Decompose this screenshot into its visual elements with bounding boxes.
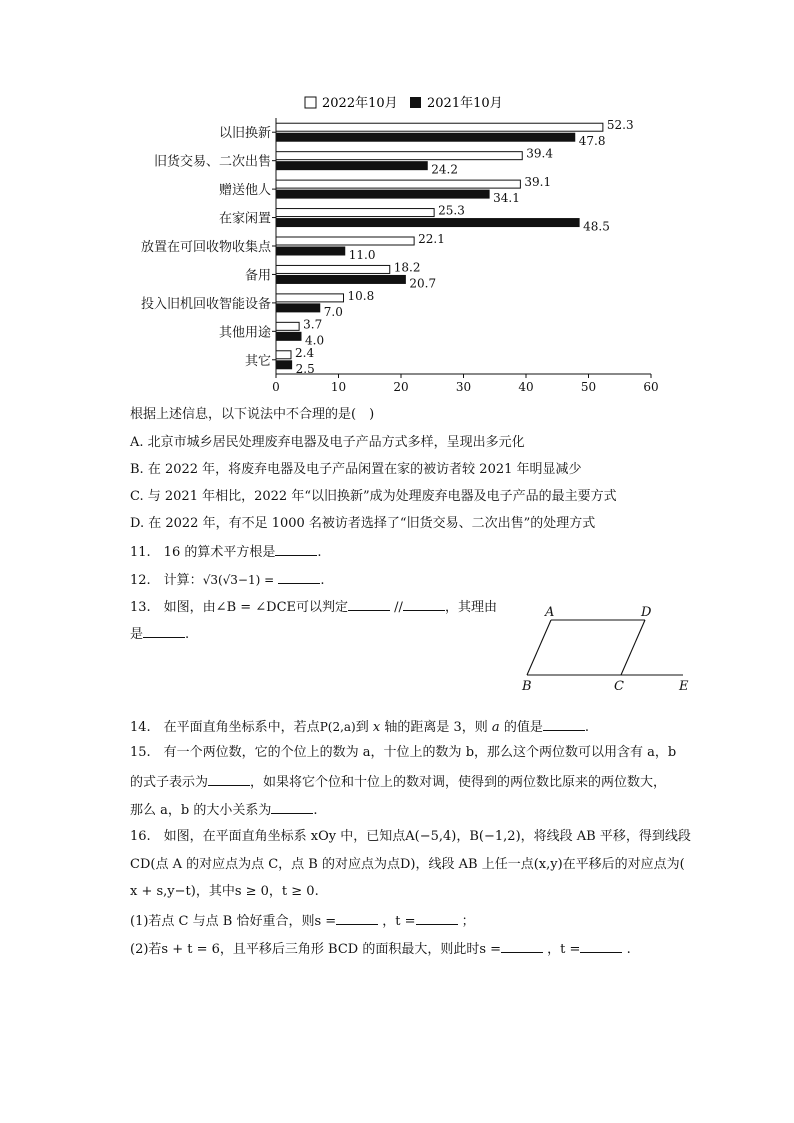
- value-label: 24.2: [431, 162, 458, 177]
- q13-text-a: 13. 如图，由∠B = ∠DCE可以判定: [130, 600, 349, 615]
- bar-2022: [276, 265, 390, 273]
- q14-x-var: x: [372, 720, 381, 735]
- value-label: 39.1: [524, 175, 552, 190]
- q14-text-d: 的值是: [503, 720, 543, 735]
- q13-blank-1: [348, 598, 390, 611]
- legend-swatch-2022: [305, 97, 316, 108]
- category-label: 在家闲置: [218, 211, 271, 227]
- q10-option-b: B. 在 2022 年，将废弃电器及电子产品闲置在家的被访者较 2021 年明显减少: [130, 462, 582, 477]
- value-label: 47.8: [578, 134, 606, 149]
- q15-blank-1: [208, 773, 250, 786]
- value-label: 39.4: [526, 146, 553, 161]
- q16-part2: [130, 940, 631, 958]
- x-tick-label: 20: [393, 380, 409, 394]
- bar-2021: [276, 162, 427, 170]
- q14-text-c: 轴的距离是 3，则: [384, 720, 488, 735]
- bar-2022: [276, 294, 344, 302]
- bar-2022: [276, 180, 520, 188]
- bar-2021: [276, 332, 301, 340]
- value-label: 22.1: [418, 232, 445, 246]
- q10-stem: 根据上述信息，以下说法中不合理的是( ): [130, 407, 375, 422]
- q16-p1-text-a: (1)若点 C 与点 B 恰好重合，则s =: [130, 914, 337, 929]
- value-label: 20.7: [409, 276, 437, 291]
- value-label: 11.0: [348, 248, 376, 262]
- bar-2022: [276, 152, 522, 160]
- point-label-d: D: [641, 605, 652, 620]
- q11-period: .: [317, 545, 322, 560]
- q14-answer-blank: [543, 718, 585, 731]
- q14-period: .: [584, 720, 589, 735]
- point-label-e: E: [679, 679, 689, 694]
- value-label: 18.2: [393, 260, 421, 275]
- q15-blank-2: [271, 801, 313, 814]
- q16-part1: [130, 912, 475, 930]
- q16-line3: x + s,y−t)，其中s ≥ 0，t ≥ 0.: [130, 884, 319, 899]
- x-tick-label: 60: [643, 380, 659, 394]
- category-label: 旧货交易、二次出售: [153, 154, 271, 170]
- bar-2022: [276, 351, 291, 359]
- legend-swatch-2021: [410, 97, 421, 108]
- x-tick-label: 10: [330, 380, 347, 394]
- segment-dc: [621, 620, 645, 675]
- q13-parallelogram-figure: [515, 602, 705, 694]
- q13-text-b: ，其理由: [444, 600, 497, 615]
- q16-p1-blank-s: [336, 912, 378, 925]
- q15-text-a: 的式子表示为: [130, 775, 209, 790]
- chart-legend: [305, 95, 503, 111]
- q12-period: .: [320, 573, 325, 588]
- q11-answer-blank: [275, 543, 317, 556]
- q15-line2: [130, 773, 666, 791]
- q16-line1: 16. 如图，在平面直角坐标系 xOy 中，已知点A(−5,4)，B(−1,2)，将线段 AB 平移，得到线段: [130, 829, 691, 844]
- bar-2021: [276, 304, 320, 312]
- q15-line3: [130, 801, 317, 819]
- q16-period: .: [626, 942, 631, 957]
- category-label: 以旧换新: [218, 126, 271, 142]
- q13-blank-2: [403, 598, 445, 611]
- q10-option-c: C. 与 2021 年相比，2022 年“以旧换新”成为处理废弃电器及电子产品的最主要方式: [130, 489, 617, 504]
- q14-a-var: a: [491, 720, 500, 735]
- bar-2021: [276, 190, 489, 198]
- q15-text-b: ，如果将它个位和十位上的数对调，使得到的两位数比原来的两位数大，: [250, 775, 667, 790]
- question-14: [130, 718, 589, 736]
- q13-period: .: [185, 627, 190, 642]
- category-label: 赠送他人: [218, 183, 271, 199]
- bar-2021: [276, 361, 292, 369]
- q10-option-d: D. 在 2022 年，有不足 1000 名被访者选择了“旧货交易、二次出售”的处理方式: [130, 516, 596, 531]
- x-tick-label: 50: [580, 380, 597, 394]
- point-label-c: C: [614, 679, 624, 694]
- category-label: 投入旧机回收智能设备: [140, 296, 271, 312]
- value-label: 2.4: [295, 345, 315, 360]
- bar-chart: [0, 0, 794, 400]
- q16-p2-text-b: ，t =: [547, 942, 581, 957]
- bar-2021: [276, 219, 579, 227]
- q13-parallel: //: [394, 600, 403, 615]
- value-label: 52.3: [606, 118, 634, 133]
- chart-plot-area: [141, 118, 659, 394]
- q12-text: 12. 计算：: [130, 573, 203, 588]
- q13-text-c: 是: [130, 627, 144, 642]
- bar-2021: [276, 247, 345, 255]
- value-label: 2.5: [295, 361, 315, 376]
- q16-p2-blank-s: [501, 940, 543, 953]
- value-label: 34.1: [493, 191, 520, 206]
- question-13-line2: [130, 625, 189, 643]
- value-label: 7.0: [323, 304, 343, 319]
- q16-p2-text-a: (2)若s + t = 6，且平移后三角形 BCD 的面积最大，则此时s =: [130, 942, 502, 957]
- bar-2021: [276, 133, 575, 141]
- x-tick-label: 30: [455, 380, 472, 394]
- bar-2022: [276, 123, 603, 131]
- x-tick-label: 0: [272, 380, 280, 394]
- value-label: 3.7: [303, 317, 323, 332]
- category-label: 备用: [244, 268, 271, 284]
- value-label: 4.0: [305, 333, 325, 348]
- q15-period: .: [313, 803, 318, 818]
- category-label: 其他用途: [218, 325, 271, 341]
- bar-2022: [276, 322, 299, 330]
- q11-text: 11. 16 的算术平方根是: [130, 545, 276, 560]
- bar-2022: [276, 209, 434, 217]
- segment-ab: [527, 620, 551, 675]
- q15-line1: 15. 有一个两位数，它的个位上的数为 a，十位上的数为 b，那么这个两位数可以用含有 a，b: [130, 745, 677, 760]
- q14-text-b: 到: [355, 720, 369, 735]
- point-label-a: A: [545, 605, 555, 620]
- q12-expression: √3(√3−1) =: [202, 573, 275, 587]
- q16-line2: CD(点 A 的对应点为点 C，点 B 的对应点为点D)，线段 AB 上任一点(x,y)在平移后的对应点为(: [130, 857, 685, 872]
- q12-answer-blank: [278, 571, 320, 584]
- category-label: 放置在可回收物收集点: [140, 240, 271, 255]
- bar-2021: [276, 275, 405, 283]
- q16-p1-text-c: ；: [461, 914, 475, 929]
- bar-2022: [276, 237, 414, 245]
- q16-p2-blank-t: [580, 940, 622, 953]
- q16-p1-text-b: ，t =: [382, 914, 416, 929]
- point-label-b: B: [522, 679, 532, 694]
- q10-option-a: A. 北京市城乡居民处理废弃电器及电子产品方式多样，呈现出多元化: [130, 435, 525, 450]
- q14-text-a: 14. 在平面直角坐标系中，若点: [130, 720, 320, 735]
- q15-text-c: 那么 a，b 的大小关系为: [130, 803, 272, 818]
- q13-blank-3: [143, 625, 185, 638]
- legend-label-2021: 2021年10月: [427, 96, 503, 111]
- q16-p1-blank-t: [416, 912, 458, 925]
- value-label: 48.5: [583, 219, 610, 234]
- category-label: 其它: [244, 353, 271, 369]
- q14-point: P(2,a): [319, 720, 356, 734]
- value-label: 10.8: [347, 288, 375, 303]
- question-11: [130, 543, 322, 561]
- value-label: 25.3: [438, 203, 465, 218]
- question-12: [130, 571, 324, 589]
- x-tick-label: 40: [518, 380, 534, 394]
- question-13-line1: [130, 598, 497, 616]
- legend-label-2022: 2022年10月: [322, 96, 398, 111]
